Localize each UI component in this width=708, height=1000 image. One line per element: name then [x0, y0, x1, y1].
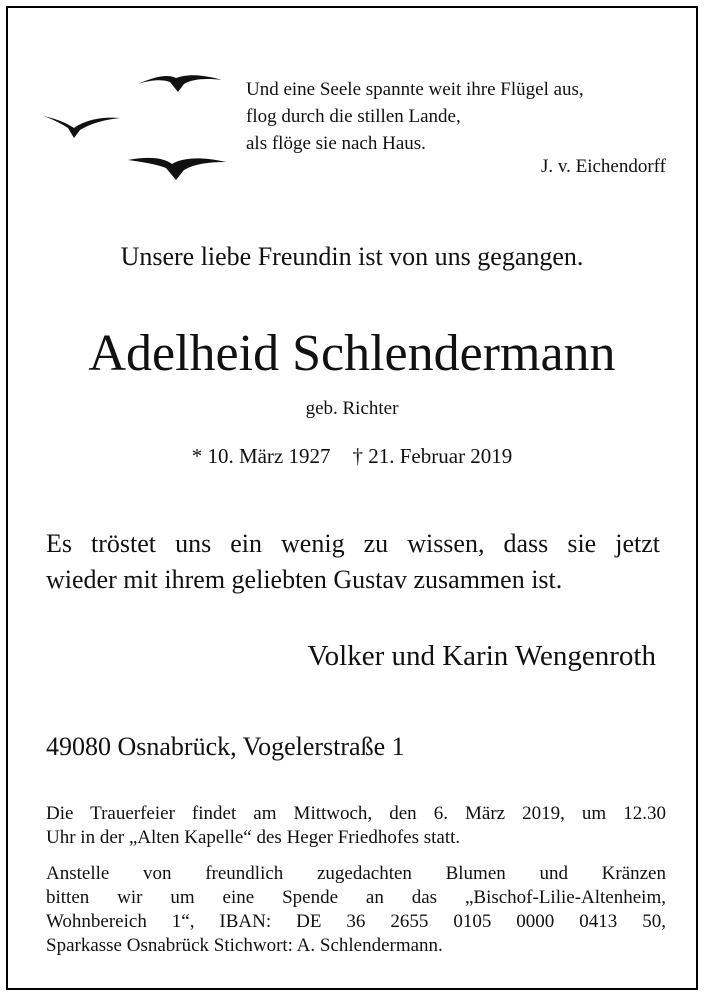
deceased-name: Adelheid Schlendermann	[88, 325, 616, 382]
poem-line: als flöge sie nach Haus.	[246, 133, 426, 154]
maiden-name: geb. Richter	[305, 398, 399, 419]
donation-line: Wohnbereich 1“, IBAN: DE 36 2655 0105 0000 0413 50,	[46, 911, 666, 932]
poem-line: flog durch die stillen Lande,	[246, 106, 461, 127]
birth-date: * 10. März 1927	[191, 444, 331, 468]
death-date: † 21. Februar 2019	[352, 444, 513, 468]
donation-info	[46, 862, 666, 958]
funeral-line: Uhr in der „Alten Kapelle“ des Heger Friedhofes statt.	[46, 827, 461, 848]
obituary-notice	[6, 6, 698, 990]
funeral-info	[46, 802, 666, 850]
poem-line: Und eine Seele spannte weit ihre Flügel aus,	[246, 79, 584, 100]
intro-text: Unsere liebe Freundin ist von uns gegangen.	[120, 242, 584, 271]
donation-line: bitten wir um eine Spende an das „Bischof-Lilie-Altenheim,	[46, 887, 666, 908]
birds-in-flight-icon	[38, 68, 238, 198]
donation-line: Anstelle von freundlich zugedachten Blumen und Kränzen	[46, 863, 666, 884]
poem	[246, 76, 584, 157]
donation-line: Sparkasse Osnabrück Stichwort: A. Schlendermann.	[46, 935, 443, 956]
signers: Volker und Karin Wengenroth	[307, 640, 656, 672]
comfort-line: wieder mit ihrem geliebten Gustav zusammen ist.	[46, 565, 563, 594]
funeral-line: Die Trauerfeier findet am Mittwoch, den 6. März 2019, um 12.30	[46, 803, 666, 824]
poem-author: J. v. Eichendorff	[540, 156, 666, 177]
comfort-text	[46, 526, 660, 598]
comfort-line: Es tröstet uns ein wenig zu wissen, dass sie jetzt	[46, 529, 660, 558]
address: 49080 Osnabrück, Vogelerstraße 1	[46, 732, 405, 761]
life-dates	[8, 444, 696, 469]
